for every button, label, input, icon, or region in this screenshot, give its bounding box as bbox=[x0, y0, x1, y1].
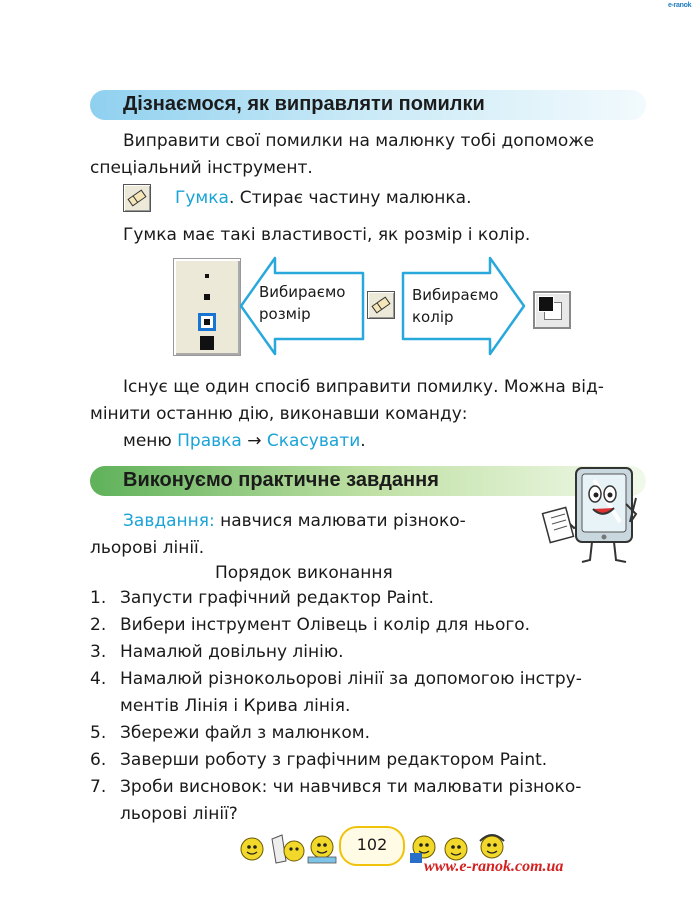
step-number: 6. bbox=[90, 750, 107, 770]
step-number: 2. bbox=[90, 615, 107, 635]
paragraph-line: мінити останню дію, виконавши команду: bbox=[90, 404, 468, 424]
step-line bbox=[90, 666, 582, 693]
eraser-desc-text: . Стирає частину малюнка. bbox=[228, 188, 472, 208]
step-line bbox=[90, 747, 547, 774]
step-line bbox=[90, 693, 350, 720]
eraser-term: Гумка bbox=[175, 188, 229, 208]
paragraph-line: Гумка має такі властивості, як розмір і колір. bbox=[123, 225, 531, 245]
page-number: 102 bbox=[339, 826, 405, 866]
step-text: Вибери інструмент Олівець і колір для нього. bbox=[120, 615, 531, 635]
publisher-logo: e-ranok bbox=[668, 2, 692, 9]
publisher-url: www.e-ranok.com.ua bbox=[424, 858, 564, 875]
paragraph-line: спеціальний інструмент. bbox=[90, 158, 313, 178]
size-option-small bbox=[205, 274, 209, 278]
step-text: ментів Лінія і Крива лінія. bbox=[120, 696, 351, 716]
menu-command-link: Скасувати bbox=[266, 431, 361, 451]
arrow-label: Вибираємо bbox=[412, 286, 499, 304]
eraser-tool-icon bbox=[123, 184, 151, 212]
size-option-selected bbox=[198, 313, 216, 331]
menu-command-line bbox=[123, 428, 366, 455]
eraser-description bbox=[175, 185, 472, 212]
paragraph-line: Існує ще один спосіб виправити помилку. Можна від- bbox=[123, 377, 604, 397]
menu-suffix: . bbox=[360, 431, 366, 451]
order-title: Порядок виконання bbox=[215, 563, 393, 583]
tablet-mascot-illustration bbox=[540, 462, 644, 570]
size-option-medium bbox=[204, 294, 210, 300]
arrow-label: колір bbox=[412, 308, 454, 326]
paragraph-line: Виправити свої помилки на малюнку тобі допоможе bbox=[123, 131, 595, 151]
step-line bbox=[90, 639, 344, 666]
arrow-label: Вибираємо bbox=[259, 283, 346, 301]
menu-prefix: меню bbox=[123, 431, 178, 451]
step-line bbox=[90, 612, 530, 639]
foreground-color-swatch bbox=[538, 296, 554, 312]
paragraph-line: льорові лінії. bbox=[90, 538, 205, 558]
menu-item-link: Правка bbox=[177, 431, 242, 451]
size-option-large bbox=[200, 336, 214, 350]
step-text: Запусти графічний редактор Paint. bbox=[120, 588, 434, 608]
step-line bbox=[90, 801, 238, 828]
section-heading: Виконуємо практичне завдання bbox=[123, 469, 439, 491]
task-text: навчися малювати різноко- bbox=[214, 511, 466, 531]
arrow-icon: → bbox=[247, 431, 262, 451]
section-heading: Дізнаємося, як виправляти помилки bbox=[123, 93, 485, 115]
step-number: 5. bbox=[90, 723, 107, 743]
step-number: 1. bbox=[90, 588, 107, 608]
step-text: Заверши роботу з графічним редактором Paint. bbox=[120, 750, 548, 770]
step-text: Збережи файл з малюнком. bbox=[120, 723, 371, 743]
eraser-tool-icon bbox=[367, 291, 395, 319]
task-label: Завдання: bbox=[123, 511, 215, 531]
step-line bbox=[90, 774, 581, 801]
eraser-size-panel bbox=[173, 258, 241, 356]
step-number: 3. bbox=[90, 642, 107, 662]
step-text: Зроби висновок: чи навчився ти малювати різноко- bbox=[120, 777, 582, 797]
step-number: 7. bbox=[90, 777, 107, 797]
step-text: льорові лінії? bbox=[120, 804, 238, 824]
step-line bbox=[90, 585, 434, 612]
arrow-label: розмір bbox=[259, 305, 311, 323]
step-text: Намалюй різнокольорові лінії за допомогою інстру- bbox=[120, 669, 582, 689]
step-line bbox=[90, 720, 370, 747]
task-line bbox=[123, 508, 466, 535]
color-swatch-icon bbox=[533, 291, 571, 329]
footer-mascots-left bbox=[236, 827, 346, 867]
step-text: Намалюй довільну лінію. bbox=[120, 642, 344, 662]
step-number: 4. bbox=[90, 669, 107, 689]
